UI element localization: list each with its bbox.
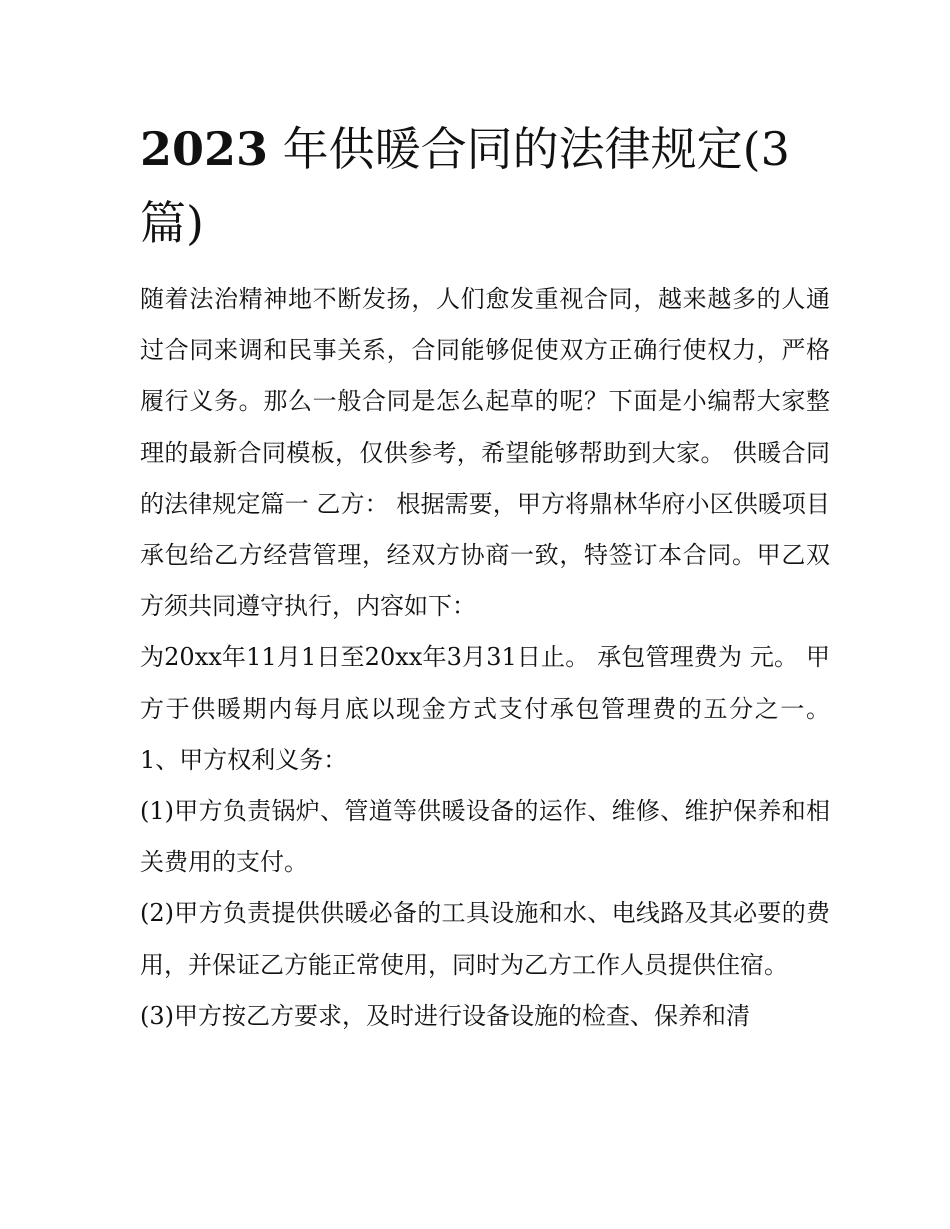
document-body: [140, 274, 830, 1042]
paragraph-intro: 随着法治精神地不断发扬，人们愈发重视合同，越来越多的人通过合同来调和民事关系，合同能够促使双方正确行使权力，严格履行义务。那么一般合同是怎么起草的呢？下面是小编帮大家整理的最新合同模板，仅供参考，希望能够帮助到大家。 供暖合同的法律规定篇一 乙方： 根据需要，甲方将鼎林华府小区供暖项目承包给乙方经营管理，经双方协商一致，特签订本合同。甲乙双方须共同遵守执行，内容如下：: [140, 285, 830, 621]
paragraph-term-fee: 为20xx年11月1日至20xx年3月31日止。 承包管理费为 元。 甲方于供暖期内每月底以现金方式支付承包管理费的五分之一。 1、甲方权利义务：: [140, 643, 830, 774]
paragraph-clause-1: (1)甲方负责锅炉、管道等供暖设备的运作、维修、维护保养和相关费用的支付。: [140, 797, 830, 877]
paragraph-clause-3: (3)甲方按乙方要求，及时进行设备设施的检查、保养和清: [140, 1001, 750, 1030]
paragraph-clause-2: (2)甲方负责提供供暖必备的工具设施和水、电线路及其必要的费用，并保证乙方能正常使用，同时为乙方工作人员提供住宿。: [140, 899, 830, 979]
document-title: [140, 112, 830, 260]
title-text: 年供暖合同的法律规定(3篇): [140, 122, 790, 250]
title-year: 2023: [140, 122, 269, 176]
